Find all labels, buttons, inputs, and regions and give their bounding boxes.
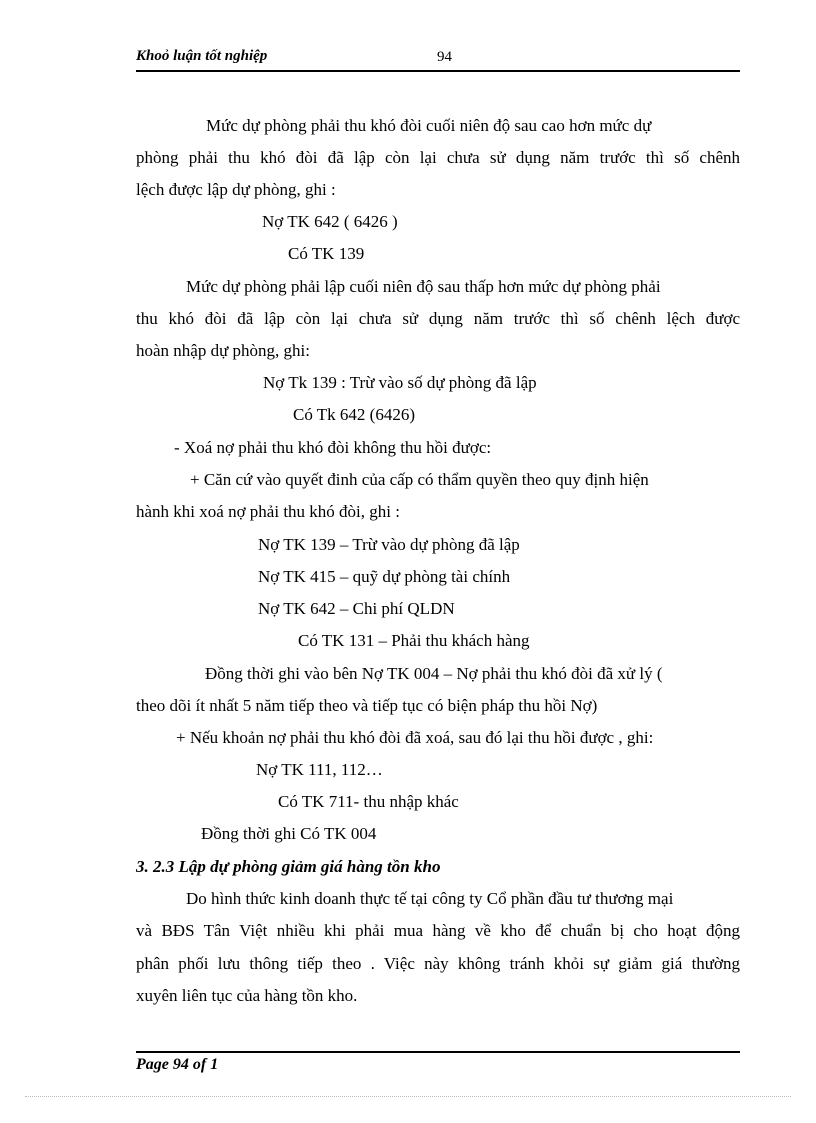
- paragraph-line: theo dõi ít nhất 5 năm tiếp theo và tiếp tục có biện pháp thu hồi Nợ): [136, 696, 598, 715]
- paragraph-line: Đồng thời ghi Có TK 004: [201, 824, 377, 843]
- paragraph-line: thu khó đòi đã lập còn lại chưa sử dụng năm trước thì số chênh lệch được: [136, 309, 740, 328]
- entry-line: Nợ TK 139 – Trừ vào dự phòng đã lập: [258, 535, 520, 554]
- entry-line: Có TK 131 – Phải thu khách hàng: [298, 631, 530, 650]
- entry-line: Có TK 139: [288, 244, 365, 263]
- page-bottom-dotted-line: [25, 1096, 791, 1097]
- list-item: - Xoá nợ phải thu khó đòi không thu hồi được:: [174, 438, 492, 457]
- paragraph-line: hoàn nhập dự phòng, ghi:: [136, 341, 311, 360]
- paragraph-line: Mức dự phòng phải lập cuối niên độ sau thấp hơn mức dự phòng phải: [186, 277, 661, 296]
- header-rule: [136, 70, 740, 72]
- entry-line: Nợ TK 415 – quỹ dự phòng tài chính: [258, 567, 511, 586]
- paragraph-line: Mức dự phòng phải thu khó đòi cuối niên độ sau cao hơn mức dự: [206, 116, 652, 135]
- paragraph-line: và BĐS Tân Việt nhiều khi phải mua hàng về kho để chuẩn bị cho hoạt động: [136, 921, 740, 940]
- footer-rule: [136, 1051, 740, 1053]
- header-page-number: 94: [437, 49, 452, 65]
- entry-line: Có TK 711- thu nhập khác: [278, 792, 459, 811]
- entry-line: Nợ Tk 139 : Trừ vào số dự phòng đã lập: [263, 373, 537, 392]
- header-title: Khoỏ luận tốt nghiệp: [136, 48, 268, 64]
- entry-line: Nợ TK 642 – Chi phí QLDN: [258, 599, 455, 618]
- entry-line: Nợ TK 111, 112…: [256, 760, 383, 779]
- paragraph-line: + Căn cứ vào quyết đinh của cấp có thẩm quyền theo quy định hiện: [190, 470, 649, 489]
- entry-line: Có Tk 642 (6426): [293, 405, 415, 424]
- list-item: + Nếu khoản nợ phải thu khó đòi đã xoá, sau đó lại thu hồi được , ghi:: [176, 728, 654, 747]
- paragraph-line: lệch được lập dự phòng, ghi :: [136, 180, 336, 199]
- paragraph-line: phòng phải thu khó đòi đã lập còn lại chưa sử dụng năm trước thì số chênh: [136, 148, 740, 167]
- section-heading: 3. 2.3 Lập dự phòng giảm giá hàng tồn kho: [136, 857, 441, 876]
- paragraph-line: xuyên liên tục của hàng tồn kho.: [136, 986, 358, 1005]
- footer-page-label: Page 94 of 1: [136, 1056, 219, 1073]
- paragraph-line: hành khi xoá nợ phải thu khó đòi, ghi :: [136, 502, 400, 521]
- paragraph-line: phân phối lưu thông tiếp theo . Việc này không tránh khỏi sự giảm giá thường: [136, 954, 740, 973]
- paragraph-line: Do hình thức kinh doanh thực tế tại công ty Cổ phần đầu tư thương mại: [186, 889, 674, 908]
- entry-line: Nợ TK 642 ( 6426 ): [262, 212, 398, 231]
- paragraph-line: Đồng thời ghi vào bên Nợ TK 004 – Nợ phải thu khó đòi đã xử lý (: [205, 664, 663, 683]
